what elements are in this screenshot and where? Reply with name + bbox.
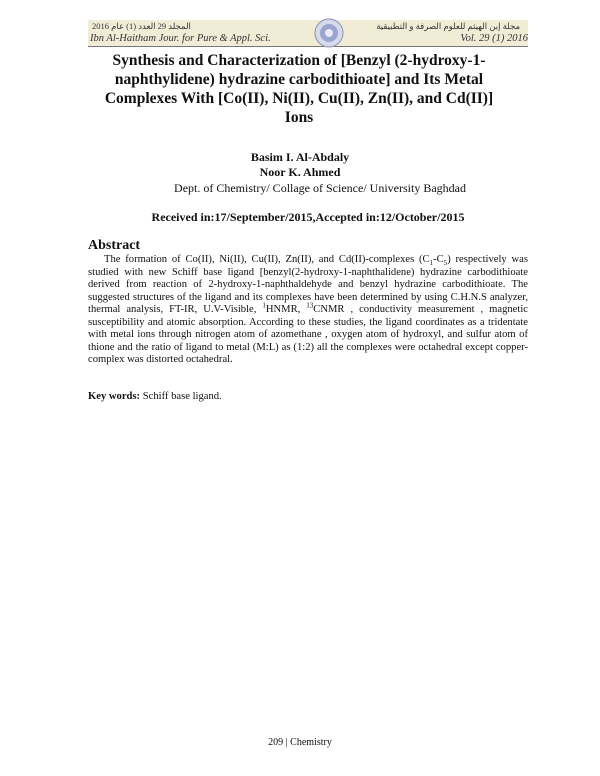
keywords-label: Key words: [88,391,141,402]
journal-logo-icon [314,18,344,48]
abstract-text: HNMR, [265,304,307,315]
header-arabic-journal: مجلة إبن الهيثم للعلوم الصرفة و التطبيقية [376,21,520,31]
superscript: 1 [262,301,266,310]
header-volume: Vol. 29 (1) 2016 [460,33,528,44]
header-divider [88,46,528,47]
header-arabic-issue: المجلد 29 العدد (1) عام 2016 [92,21,191,31]
title-line: Ions [284,109,314,126]
abstract-heading: Abstract [88,238,141,253]
abstract-text: CNMR , conductivity measurement , magnetic susceptibility and atomic absorption. According to these studies, the ligand coordinates as a tridentate with metal ions through nitrogen atom of azomethane , oxygen atom of hydroxyl, and sulfur atom of thione and the ratio of ligand to metal (M:L) as (1:2) all the complexes were octahedral except copper-complex was distorted octahedral. [88,304,528,365]
abstract-text: The formation of Co(II), Ni(II), Cu(II), Zn(II), and Cd(II)-complexes (C [104,254,430,265]
page-footer: 209 | Chemistry [268,737,332,748]
subscript: 5 [443,259,448,268]
keywords [88,391,222,402]
received-dates: Received in:17/September/2015,Accepted in:12/October/2015 [151,210,465,224]
author-name: Basim I. Al-Abdaly [250,150,350,164]
keywords-value: Schiff base ligand. [142,391,222,402]
title-line: naphthylidene) hydrazine carbodithioate] and Its Metal [114,71,484,88]
abstract-body [88,254,528,367]
abstract-text: -C [433,254,444,265]
title-line: Synthesis and Characterization of [Benzyl (2-hydroxy-1- [112,52,486,69]
affiliation: Dept. of Chemistry/ Collage of Science/ University Baghdad [174,181,466,195]
header-journal-name: Ibn Al-Haitham Jour. for Pure & Appl. Sci. [90,33,271,44]
paper-title [64,51,534,127]
title-line: Complexes With [Co(II), Ni(II), Cu(II), Zn(II), and Cd(II)] [104,90,494,107]
superscript: 13 [306,301,314,310]
author-name: Noor K. Ahmed [259,165,341,179]
abstract-text: ) respectively was studied with new Schiff base ligand [benzyl(2-hydroxy-1-naphthalidene) hydrazine carbodithioate derived from reaction of 2-hydroxy-1-naphthaldehyde and benzyl hydrazine carbodithioate. The suggested structures of the ligand and its complexes have been determined by using C.H.N.S analyzer, thermal analysis, FT-IR, U.V-Visible, [88,254,528,315]
subscript: 1 [429,259,434,268]
